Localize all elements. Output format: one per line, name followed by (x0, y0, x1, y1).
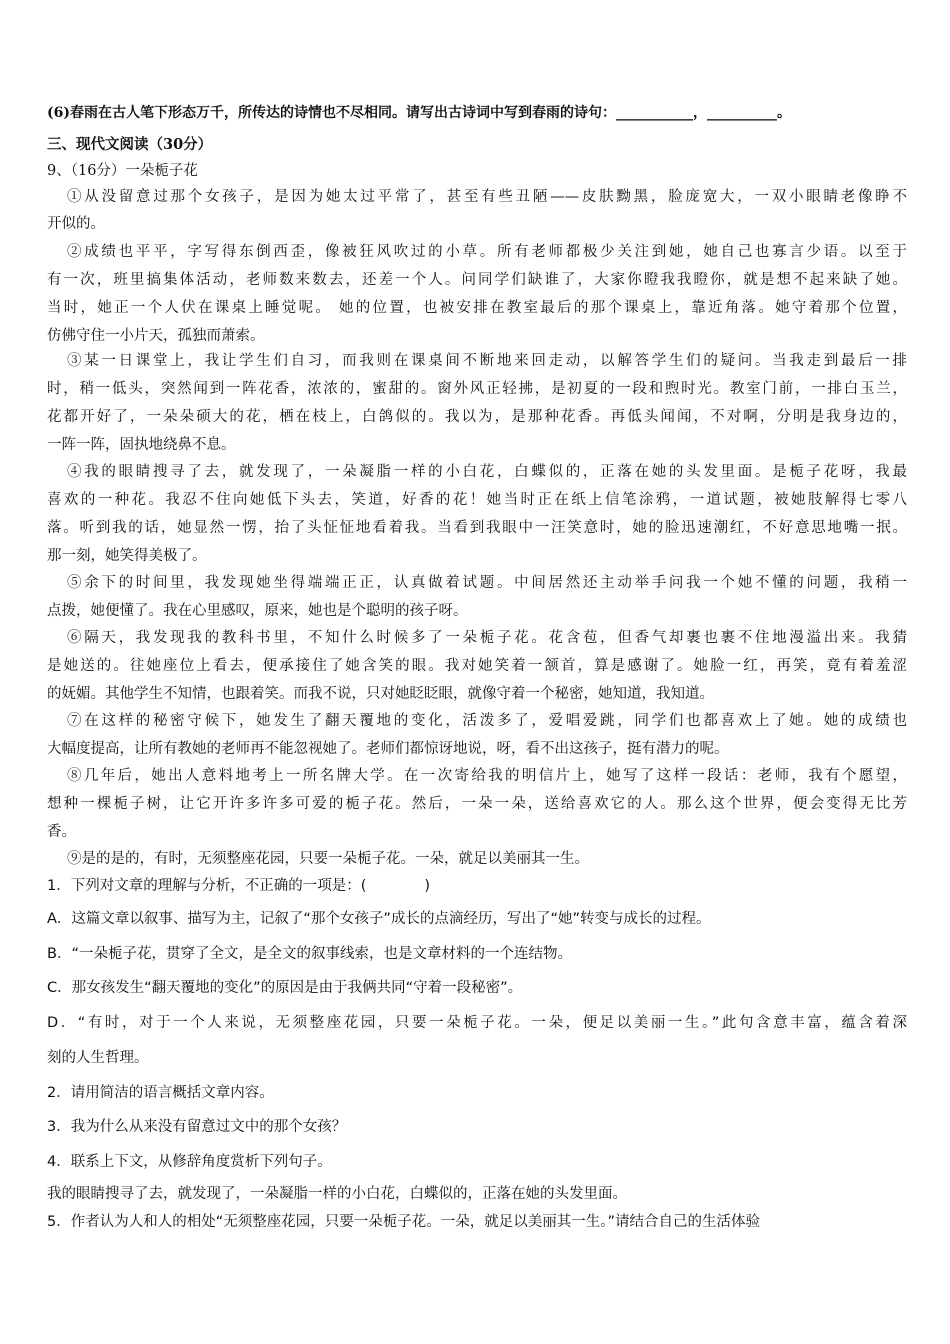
passage-p8-line-1: ⑧几年后，她出人意料地考上一所名牌大学。在一次寄给我的明信片上，她写了这样一段话：老师，我有个愿望， (67, 768, 907, 784)
question-4-quote: 我的眼睛搜寻了去，就发现了，一朵凝脂一样的小白花，白蝶似的，正落在她的头发里面。 (47, 1186, 627, 1202)
passage-p3-line-3: 花都开好了，一朵朵硕大的花，栖在枝上，白鸽似的。我以为，是那种花香。再低头闻闻，不对啊，分明是我身边的， (47, 409, 907, 425)
question-1: 1．下列对文章的理解与分析，不正确的一项是：( ) (47, 878, 431, 894)
passage-p9-line-1: ⑨是的是的，有时，无须整座花园，只要一朵栀子花。一朵，就足以美丽其一生。 (67, 851, 589, 867)
passage-p4-line-4: 那一刻，她笑得美极了。 (47, 548, 207, 564)
option-d-line-2: 刻的人生哲理。 (47, 1050, 149, 1066)
passage-p1-line-1: ①从没留意过那个女孩子，是因为她太过平常了，甚至有些丑陋——皮肤黝黑，脸庞宽大，一双小眼睛老像睁不 (67, 189, 907, 205)
option-b: B．“一朵栀子花，贯穿了全文，是全文的叙事线索，也是文章材料的一个连结物。 (47, 946, 572, 962)
passage-p4-line-2: 喜欢的一种花。我忍不住向她低下头去，笑道，好香的花！她当时正在纸上信笔涂鸦，一道试题，被她肢解得七零八 (47, 492, 907, 508)
passage-p7-line-2: 大幅度提高，让所有教她的老师再不能忽视她了。老师们都惊讶地说，呀，看不出这孩子，挺有潜力的呢。 (47, 741, 729, 757)
passage-p7-line-1: ⑦在这样的秘密守候下，她发生了翻天覆地的变化，活泼多了，爱唱爱跳，同学们也都喜欢上了她。她的成绩也 (67, 713, 907, 729)
passage-p4-line-1: ④我的眼睛搜寻了去，就发现了，一朵凝脂一样的小白花，白蝶似的，正落在她的头发里面。是栀子花呀，我最 (67, 464, 907, 480)
passage-p6-line-1: ⑥隔天，我发现我的教科书里，不知什么时候多了一朵栀子花。花含苞，但香气却裹也裹不住地漫溢出来。我猜 (67, 630, 907, 646)
passage-p3-line-4: 一阵一阵，固执地绕鼻不息。 (47, 437, 236, 453)
question-3: 3．我为什么从来没有留意过文中的那个女孩？ (47, 1119, 347, 1135)
passage-p8-line-3: 香。 (47, 824, 76, 840)
passage-p5-line-2: 点拨，她便懂了。我在心里感叹，原来，她也是个聪明的孩子呀。 (47, 603, 468, 619)
passage-p2-line-3: 当时，她正一个人伏在课桌上睡觉呢。 她的位置，也被安排在教室最后的那个课桌上，靠近角落。她守着那个位置， (47, 300, 907, 316)
section-3-heading: 三、现代文阅读（30分） (47, 136, 213, 153)
passage-p8-line-2: 想种一棵栀子树，让它开许多许多可爱的栀子花。然后，一朵一朵，送给喜欢它的人。那么这个世界，便会变得无比芳 (47, 796, 907, 812)
question-2: 2．请用简洁的语言概括文章内容。 (47, 1085, 274, 1101)
option-d-line-1: D．“有时，对于一个人来说，无须整座花园，只要一朵栀子花。一朵，便足以美丽一生。”此句含意丰富，蕴含着深 (47, 1015, 907, 1031)
passage-p2-line-1: ②成绩也平平，字写得东倒西歪，像被狂风吹过的小草。所有老师都极少关注到她，她自己也寡言少语。以至于 (67, 244, 907, 260)
passage-p2-line-4: 仿佛守住一小片天，孤独而萧索。 (47, 328, 265, 344)
option-c: C．那女孩发生“翻天覆地的变化”的原因是由于我俩共同“守着一段秘密”。 (47, 980, 523, 996)
question-4: 4．联系上下文，从修辞角度赏析下列句子。 (47, 1154, 332, 1170)
passage-p2-line-2: 有一次，班里搞集体活动，老师数来数去，还差一个人。问同学们缺谁了，大家你瞪我我瞪你，就是想不起来缺了她。 (47, 272, 907, 288)
question-5: 5．作者认为人和人的相处“无须整座花园，只要一朵栀子花。一朵，就足以美丽其一生。”请结合自己的生活体验 (47, 1214, 760, 1230)
question-9-title: 9、（16分）一朵栀子花 (47, 163, 198, 179)
question-6-text: (6)春雨在古人笔下形态万千，所传达的诗情也不尽相同。请写出古诗词中写到春雨的诗句：___________，__________。 (47, 105, 791, 121)
passage-p3-line-2: 时，稍一低头，突然闻到一阵花香，浓浓的，蜜甜的。窗外风正轻拂，是初夏的一段和煦时光。教室门前，一排白玉兰， (47, 381, 907, 397)
passage-p5-line-1: ⑤余下的时间里，我发现她坐得端端正正，认真做着试题。中间居然还主动举手问我一个她不懂的问题，我稍一 (67, 575, 907, 591)
passage-p6-line-2: 是她送的。往她座位上看去，便承接住了她含笑的眼。我对她笑着一颔首，算是感谢了。她脸一红，再笑，竟有着羞涩 (47, 658, 907, 674)
passage-p4-line-3: 落。听到我的话，她显然一愣，抬了头怔怔地看着我。当看到我眼中一汪笑意时，她的脸迅速潮红，不好意思地嘴一抿。 (47, 520, 907, 536)
passage-p6-line-3: 的妩媚。其他学生不知情，也跟着笑。而我不说，只对她眨眨眼，就像守着一个秘密，她知道，我知道。 (47, 686, 714, 702)
option-a: A．这篇文章以叙事、描写为主，记叙了“那个女孩子”成长的点滴经历，写出了“她”转变与成长的过程。 (47, 911, 711, 927)
passage-p3-line-1: ③某一日课堂上，我让学生们自习，而我则在课桌间不断地来回走动，以解答学生们的疑问。当我走到最后一排 (67, 353, 907, 369)
passage-p1-line-2: 开似的。 (47, 216, 105, 232)
